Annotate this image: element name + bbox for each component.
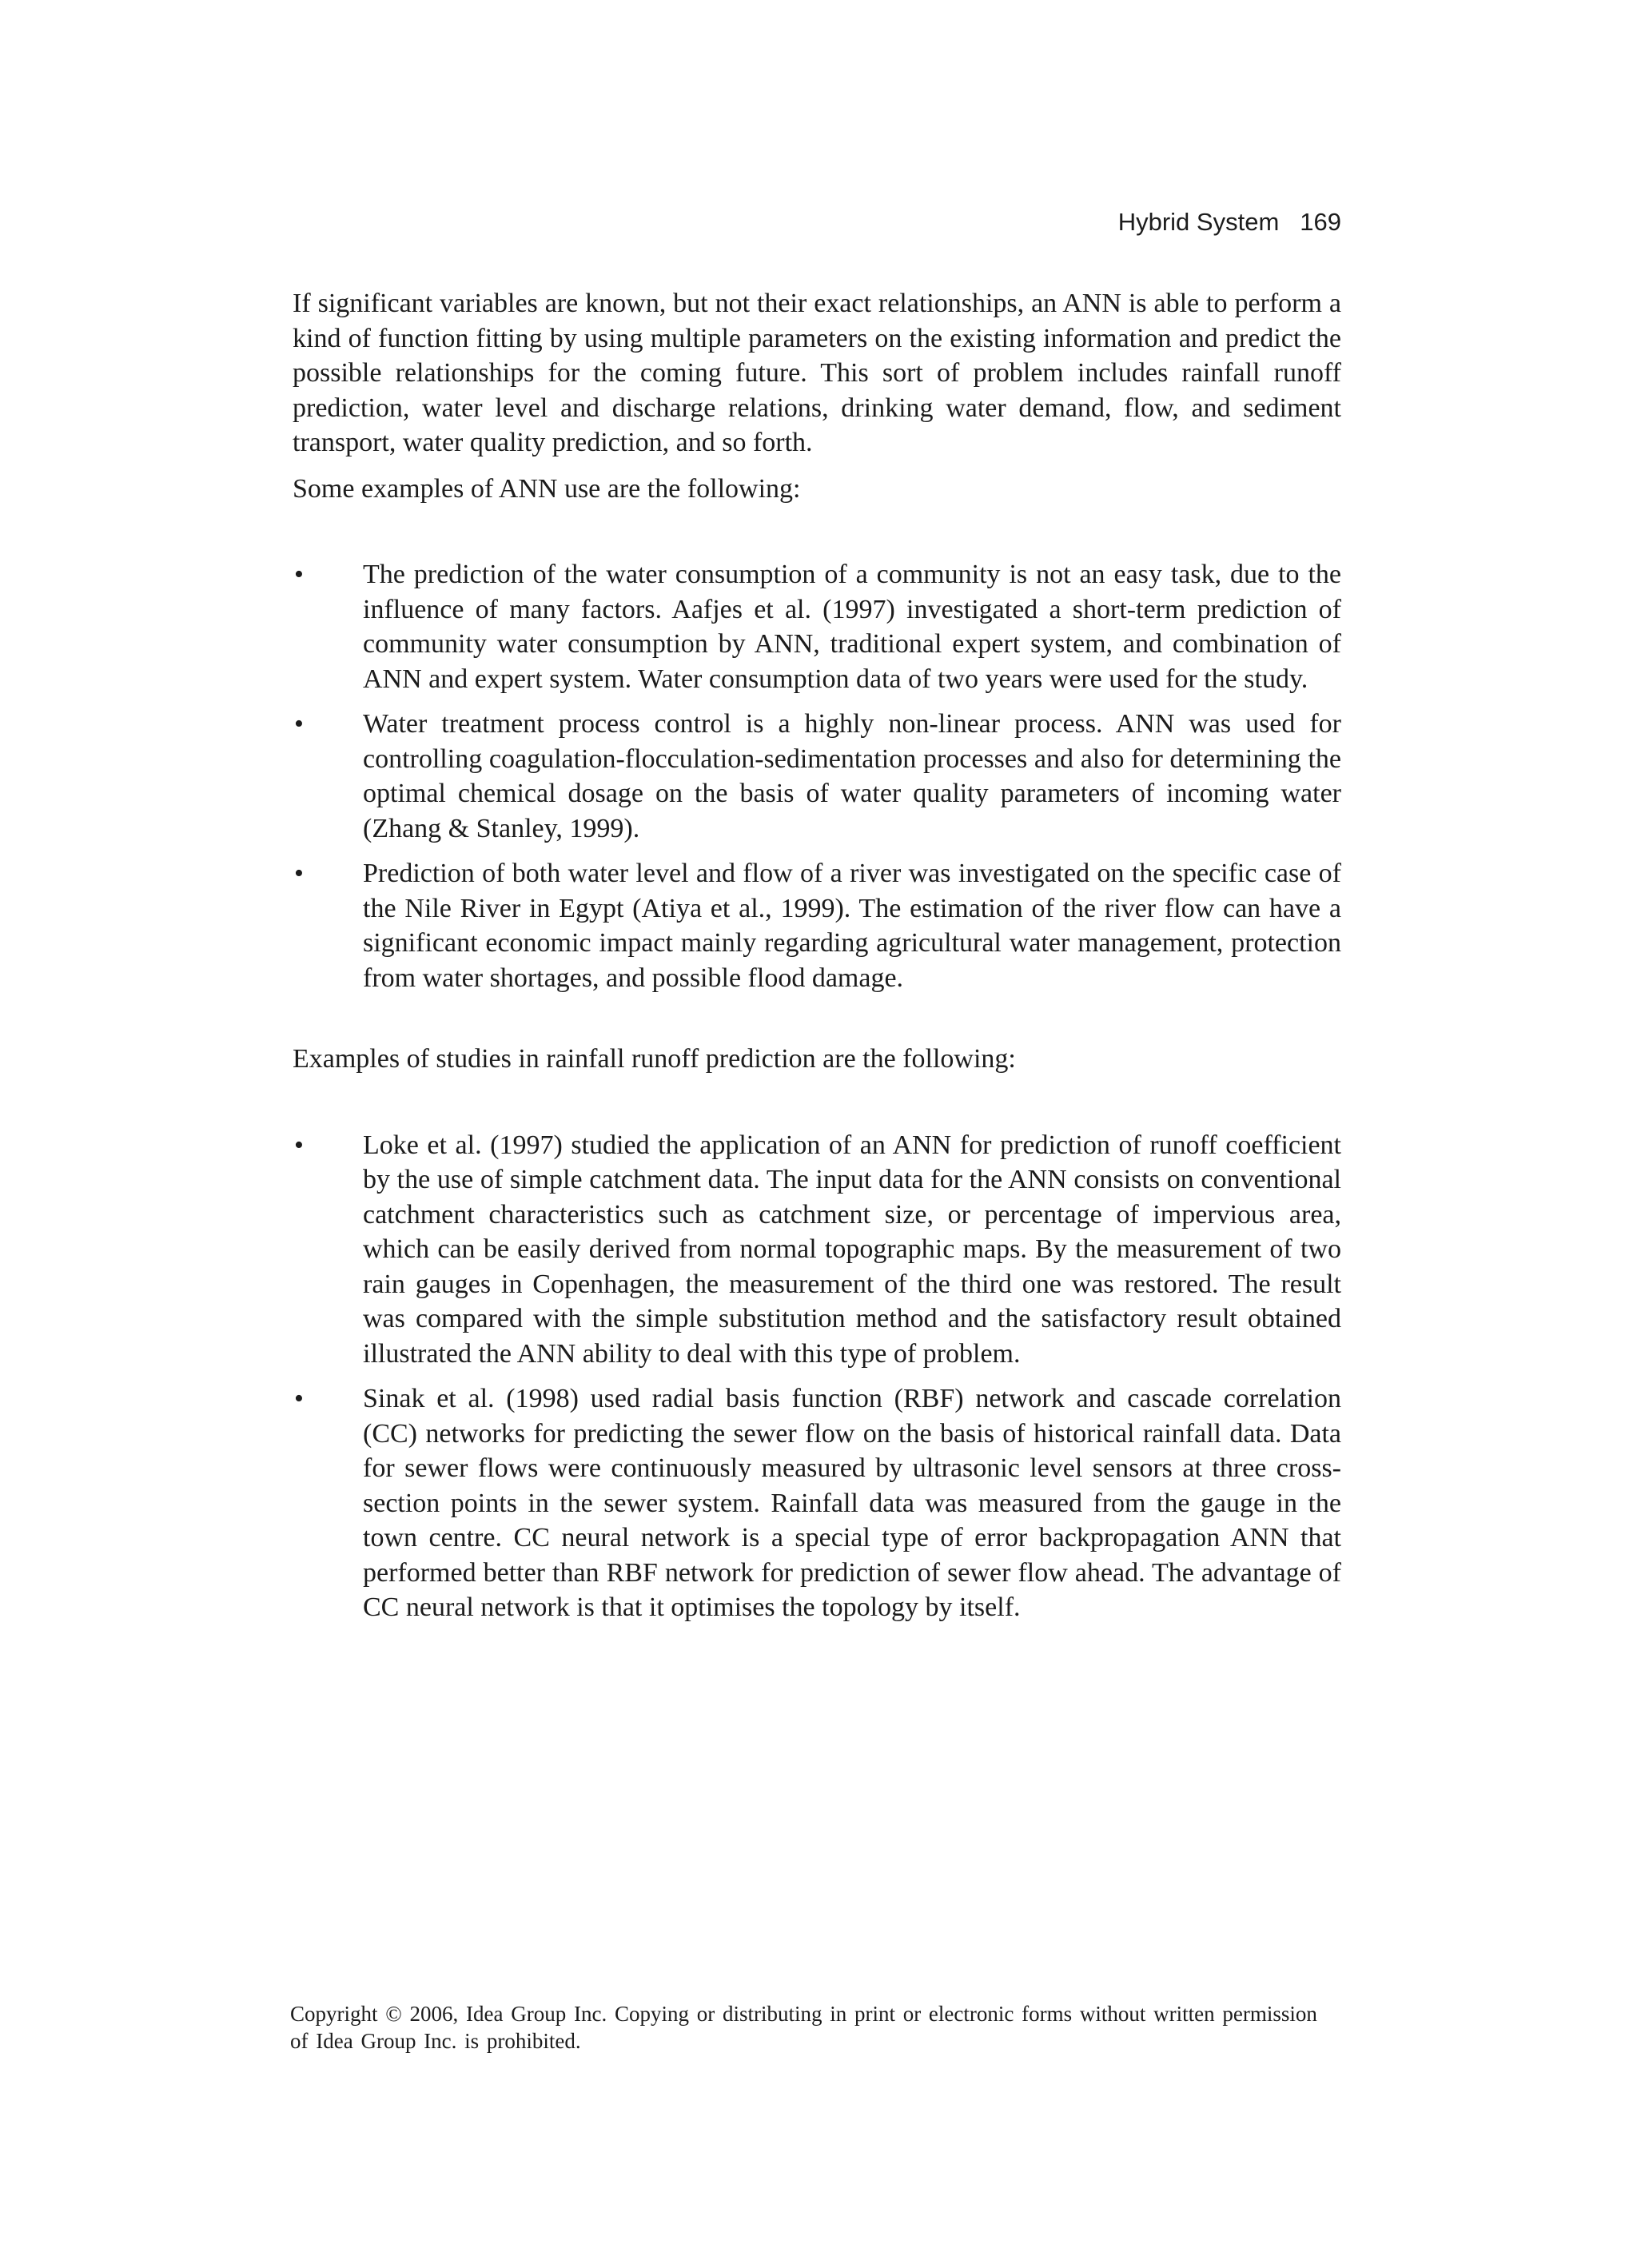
list-item-text: Loke et al. (1997) studied the application of an ANN for prediction of runoff coefficient by the use of simple catchment data. The input data for the ANN consists on conventional catchment characteristics such as catchment size, or percentage of impervious area, which can be easily derived from normal topographic maps. By the measurement of two rain gauges in Copenhagen, the measurement of the third one was restored. The result was compared with the simple substitution method and the satisfactory result obtained illustrated the ANN ability to deal with this type of problem.: [363, 1130, 1341, 1369]
list-intro: Some examples of ANN use are the following:: [293, 473, 801, 504]
list-item: [293, 1128, 1341, 1372]
bullet-icon: •: [294, 1384, 304, 1413]
rainfall-studies-list: [293, 1128, 1341, 1625]
bullet-icon: •: [294, 560, 304, 589]
body-paragraph: If significant variables are known, but not their exact relationships, an ANN is able to perform a kind of function fitting by using multiple parameters on the existing information and predict the possible relationships for the coming future. This sort of problem includes rainfall runoff prediction, water level and discharge relations, drinking water demand, flow, and sediment transport, water quality prediction, and so forth.: [293, 289, 1341, 457]
list-item: [293, 707, 1341, 846]
page-number: 169: [1300, 208, 1341, 236]
bullet-icon: •: [294, 709, 304, 739]
list-item-text: The prediction of the water consumption of a community is not an easy task, due to the influence of many factors. Aafjes et al. (1997) investigated a short-term prediction of community water consumption by ANN, traditional expert system, and combination of ANN and expert system. Water consumption data of two years were used for the study.: [363, 560, 1341, 694]
list-item: [293, 557, 1341, 696]
list-item-text: Sinak et al. (1998) used radial basis function (RBF) network and cascade correlation (CC) networks for predicting the sewer flow on the basis of historical rainfall data. Data for sewer flows were continuously measured by ultrasonic level sensors at three cross-section points in the sewer system. Rainfall data was measured from the gauge in the town centre. CC neural network is a special type of error backpropagation ANN that performed better than RBF network for prediction of sewer flow ahead. The advantage of CC neural network is that it optimises the topology by itself.: [363, 1384, 1341, 1622]
list-item-text: Prediction of both water level and flow of a river was investigated on the specific case of the Nile River in Egypt (Atiya et al., 1999). The estimation of the river flow can have a significant economic impact mainly regarding agricultural water management, protection from water shortages, and possible flood damage.: [363, 859, 1341, 993]
list-item: [293, 1381, 1341, 1625]
page-body: [293, 286, 1341, 1636]
list-item: [293, 856, 1341, 995]
copyright-footer: Copyright © 2006, Idea Group Inc. Copying or distributing in print or electronic forms without written permission of Idea Group Inc. is prohibited.: [290, 2002, 1317, 2053]
bullet-icon: •: [294, 1130, 304, 1160]
list-item-text: Water treatment process control is a highly non-linear process. ANN was used for controlling coagulation-flocculation-sedimentation processes and also for determining the optimal chemical dosage on the basis of water quality parameters of incoming water (Zhang & Stanley, 1999).: [363, 709, 1341, 843]
list-intro: Examples of studies in rainfall runoff prediction are the following:: [293, 1044, 1016, 1074]
running-title: Hybrid System: [1117, 208, 1280, 236]
examples-list: [293, 557, 1341, 995]
bullet-icon: •: [294, 859, 304, 888]
running-header: [1118, 206, 1341, 238]
